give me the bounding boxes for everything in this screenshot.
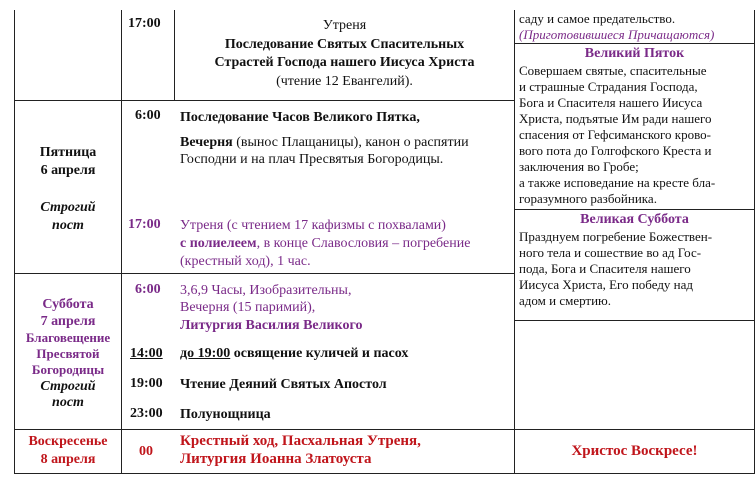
column-divider bbox=[514, 10, 515, 474]
service-line: Утреня (с чтением 17 кафизмы с похвалами) bbox=[180, 218, 446, 233]
note-line: и страшные Страдания Господа, bbox=[519, 79, 698, 94]
day-date: 6 апреля bbox=[40, 163, 96, 178]
feast-name: Богородицы bbox=[31, 362, 105, 377]
note-title: Великая Суббота bbox=[580, 212, 689, 227]
service-line: Крестный ход, Пасхальная Утреня, bbox=[180, 433, 421, 449]
note-line: вого пота до Голгофского Креста и bbox=[519, 143, 712, 158]
row-divider bbox=[514, 320, 755, 321]
note-text: (Приготовившиеся Причащаются) bbox=[519, 27, 715, 42]
time-label: 14:00 bbox=[130, 346, 163, 361]
fast-label: пост bbox=[52, 218, 84, 233]
day-name: Пятница bbox=[39, 145, 97, 160]
time-label: 00 bbox=[139, 444, 153, 459]
service-line: с полиелеем, в конце Славословия – погребение bbox=[180, 236, 471, 251]
feast-name: Благовещение bbox=[25, 330, 111, 345]
service-line: (крестный ход), 1 час. bbox=[180, 254, 311, 269]
note-line: Христа, подъятые Им ради нашего bbox=[519, 111, 712, 126]
service-line: до 19:00 освящение куличей и пасох bbox=[180, 346, 409, 361]
note-line: Иисуса Христа, Его победу над bbox=[519, 277, 694, 292]
note-title: Великий Пяток bbox=[584, 46, 685, 61]
service-line: Последование Часов Великого Пятка, bbox=[180, 110, 420, 125]
day-name: Суббота bbox=[42, 297, 94, 312]
note-line: пода, Бога и Спасителя нашего bbox=[519, 261, 691, 276]
service-line: Последование Святых Спасительных bbox=[224, 37, 465, 52]
note-text: саду и самое предательство. bbox=[519, 11, 676, 26]
fast-label: Строгий bbox=[40, 200, 96, 215]
time-label: 23:00 bbox=[130, 406, 163, 421]
row-divider bbox=[514, 209, 755, 210]
service-line: Литургия Василия Великого bbox=[180, 318, 363, 333]
service-line: Чтение Деяний Святых Апостол bbox=[180, 377, 387, 392]
service-line: Страстей Господа нашего Иисуса Христа bbox=[214, 55, 475, 70]
day-name: Воскресенье bbox=[28, 434, 108, 449]
service-line: Литургия Иоанна Златоуста bbox=[180, 451, 372, 467]
time-label: 19:00 bbox=[130, 376, 163, 391]
fast-label: пост bbox=[52, 395, 84, 410]
service-line: Господни и на плач Пресвятыя Богородицы. bbox=[180, 152, 444, 167]
service-title: Утреня bbox=[322, 18, 367, 33]
time-label: 6:00 bbox=[135, 282, 161, 297]
note-line: Совершаем святые, спасительные bbox=[519, 63, 707, 78]
service-line: Вечерня (15 паримий), bbox=[180, 300, 316, 315]
table-border-bottom bbox=[14, 473, 755, 474]
row-divider bbox=[514, 43, 755, 44]
service-line: Полунощница bbox=[180, 407, 271, 422]
note-line: ного тела и сошествие во ад Гос- bbox=[519, 245, 702, 260]
time-label: 17:00 bbox=[128, 16, 161, 31]
note-line: адом и смертию. bbox=[519, 293, 612, 308]
time-label: 17:00 bbox=[128, 217, 161, 232]
row-divider bbox=[14, 100, 515, 101]
service-line: (чтение 12 Евангелий). bbox=[276, 74, 413, 89]
note-line: заключения во Гробе; bbox=[519, 159, 639, 174]
feast-name: Пресвятой bbox=[36, 346, 100, 361]
service-line: Вечерня (вынос Плащаницы), канон о распятии bbox=[180, 135, 469, 150]
note-line: Бога и Спасителя нашего Иисуса bbox=[519, 95, 703, 110]
day-date: 8 апреля bbox=[40, 452, 96, 467]
note-line: а также исповедание на кресте бла- bbox=[519, 175, 716, 190]
note-line: Празднуем погребение Божествен- bbox=[519, 229, 713, 244]
table-border-right bbox=[754, 10, 755, 474]
easter-greeting: Христос Воскресе! bbox=[571, 443, 698, 459]
note-line: спасения от Гефсиманского крово- bbox=[519, 127, 711, 142]
column-divider bbox=[121, 10, 122, 474]
service-line: 3,6,9 Часы, Изобразительны, bbox=[180, 283, 352, 298]
row-divider bbox=[14, 273, 515, 274]
time-label: 6:00 bbox=[135, 108, 161, 123]
fast-label: Строгий bbox=[40, 379, 96, 394]
row-divider bbox=[14, 429, 755, 430]
note-line: горазумного разбойника. bbox=[519, 191, 657, 206]
day-date: 7 апреля bbox=[40, 314, 96, 329]
